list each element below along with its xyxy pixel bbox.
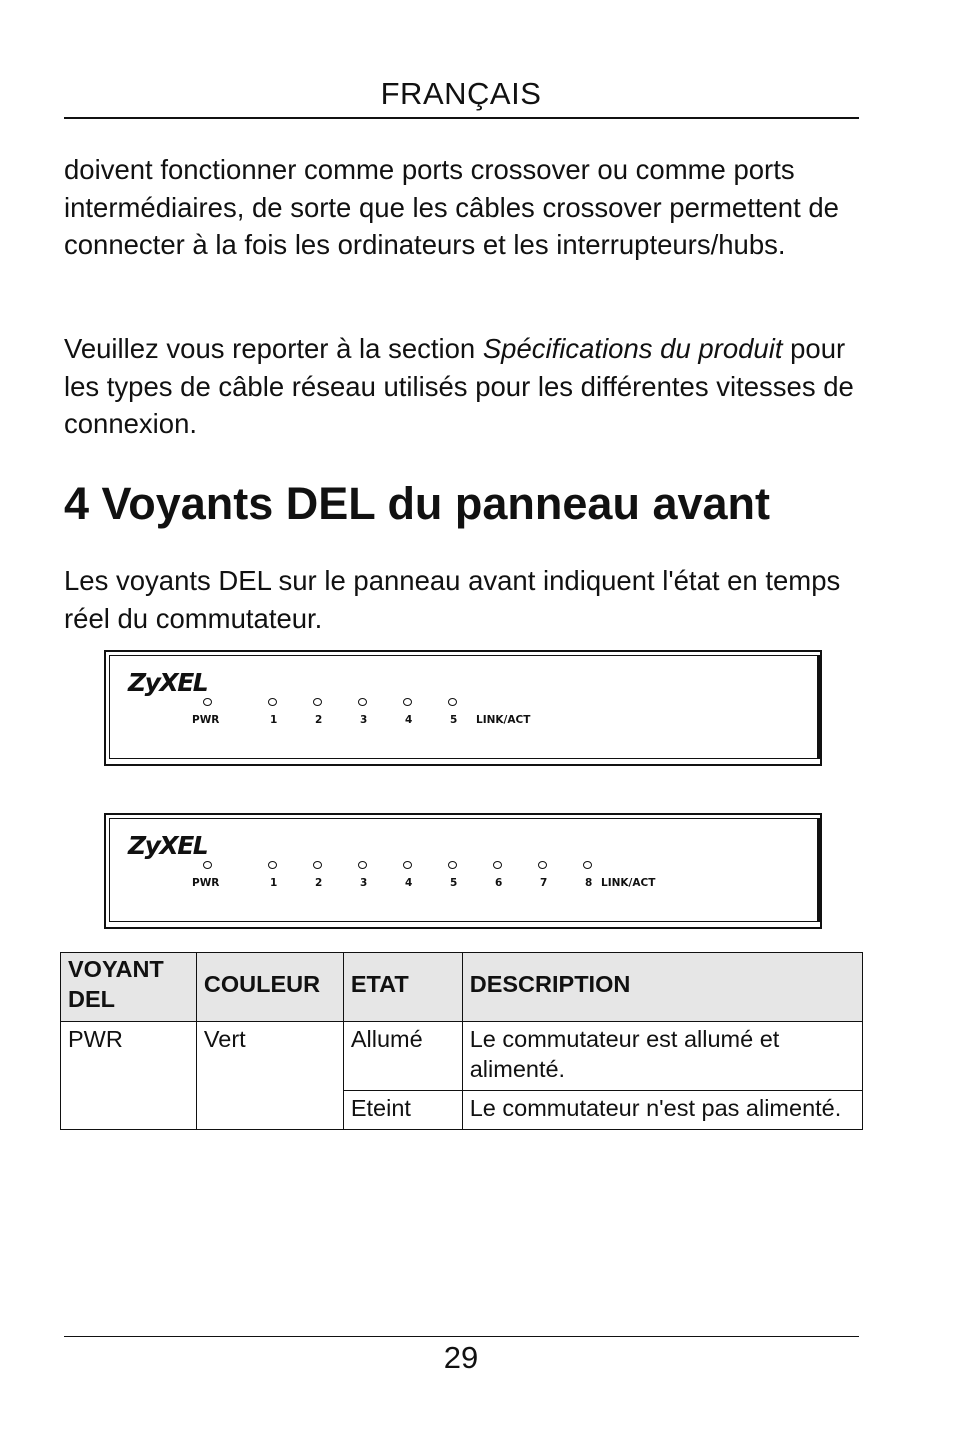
paragraph-specifications — [64, 330, 864, 443]
pwr-led-label: PWR — [192, 877, 220, 889]
pwr-led-icon — [203, 698, 212, 706]
port-led-icon — [448, 861, 457, 869]
header-language-label: FRANÇAIS — [380, 76, 542, 111]
footer-rule — [64, 1336, 859, 1337]
specifications-reference: Spécifications du produit — [482, 333, 783, 364]
port-led-label: 1 — [270, 877, 278, 889]
port-led-label: 4 — [405, 877, 413, 889]
port-led-label: 3 — [360, 877, 368, 889]
paragraph-crossover: doivent fonctionner comme ports crossover ou comme ports intermédiaires, de sorte que les câbles crossover permettent de connecter à la fois les ordinateurs et les interrupteurs/hubs. — [64, 154, 839, 260]
cell-voyant: PWR — [61, 1022, 197, 1130]
link-act-label: LINK/ACT — [476, 714, 531, 726]
header-couleur: COULEUR — [196, 953, 343, 1022]
paragraph-text: pour les types de câble réseau utilisés pour les différentes vitesses de connexion. — [64, 333, 854, 439]
port-led-label: 5 — [450, 714, 458, 726]
port-led-icon — [538, 861, 547, 869]
front-panel-8-port — [104, 813, 822, 929]
led-status-table — [60, 952, 863, 1130]
pwr-led-label: PWR — [192, 714, 220, 726]
zyxel-logo: ZyXEL — [128, 831, 208, 860]
page-number: 29 — [443, 1340, 479, 1375]
front-panel-5-port — [104, 650, 822, 766]
port-led-label: 8 — [585, 877, 593, 889]
cell-description: Le commutateur n'est pas alimenté. — [462, 1091, 862, 1130]
section-heading: 4 Voyants DEL du panneau avant — [64, 478, 771, 529]
cell-couleur: Vert — [196, 1022, 343, 1130]
header-voyant-del: VOYANT DEL — [61, 953, 197, 1022]
panel-inner-frame — [109, 818, 820, 922]
paragraph-text: Veuillez vous reporter à la section — [64, 333, 483, 364]
port-led-label: 6 — [495, 877, 503, 889]
header-rule — [64, 117, 859, 119]
cell-description: Le commutateur est allumé et alimenté. — [462, 1022, 862, 1091]
port-led-label: 5 — [450, 877, 458, 889]
paragraph-led-intro: Les voyants DEL sur le panneau avant indiquent l'état en temps réel du commutateur. — [64, 565, 841, 634]
port-led-label: 2 — [315, 877, 323, 889]
port-led-icon — [268, 861, 277, 869]
port-led-label: 1 — [270, 714, 278, 726]
zyxel-logo: ZyXEL — [128, 668, 208, 697]
port-led-label: 4 — [405, 714, 413, 726]
panel-inner-frame — [109, 655, 820, 759]
cell-etat: Allumé — [343, 1022, 462, 1091]
port-led-icon — [313, 861, 322, 869]
link-act-label: LINK/ACT — [601, 877, 656, 889]
header-etat: ETAT — [343, 953, 462, 1022]
port-led-label: 7 — [540, 877, 548, 889]
table-row — [61, 1022, 863, 1091]
port-led-icon — [403, 698, 412, 706]
port-led-icon — [493, 861, 502, 869]
header-description: DESCRIPTION — [462, 953, 862, 1022]
port-led-icon — [403, 861, 412, 869]
cell-etat: Eteint — [343, 1091, 462, 1130]
port-led-icon — [313, 698, 322, 706]
port-led-label: 3 — [360, 714, 368, 726]
port-led-label: 2 — [315, 714, 323, 726]
port-led-icon — [358, 861, 367, 869]
table-header-row — [61, 953, 863, 1022]
port-led-icon — [358, 698, 367, 706]
port-led-icon — [583, 861, 592, 869]
port-led-icon — [268, 698, 277, 706]
port-led-icon — [448, 698, 457, 706]
pwr-led-icon — [203, 861, 212, 869]
